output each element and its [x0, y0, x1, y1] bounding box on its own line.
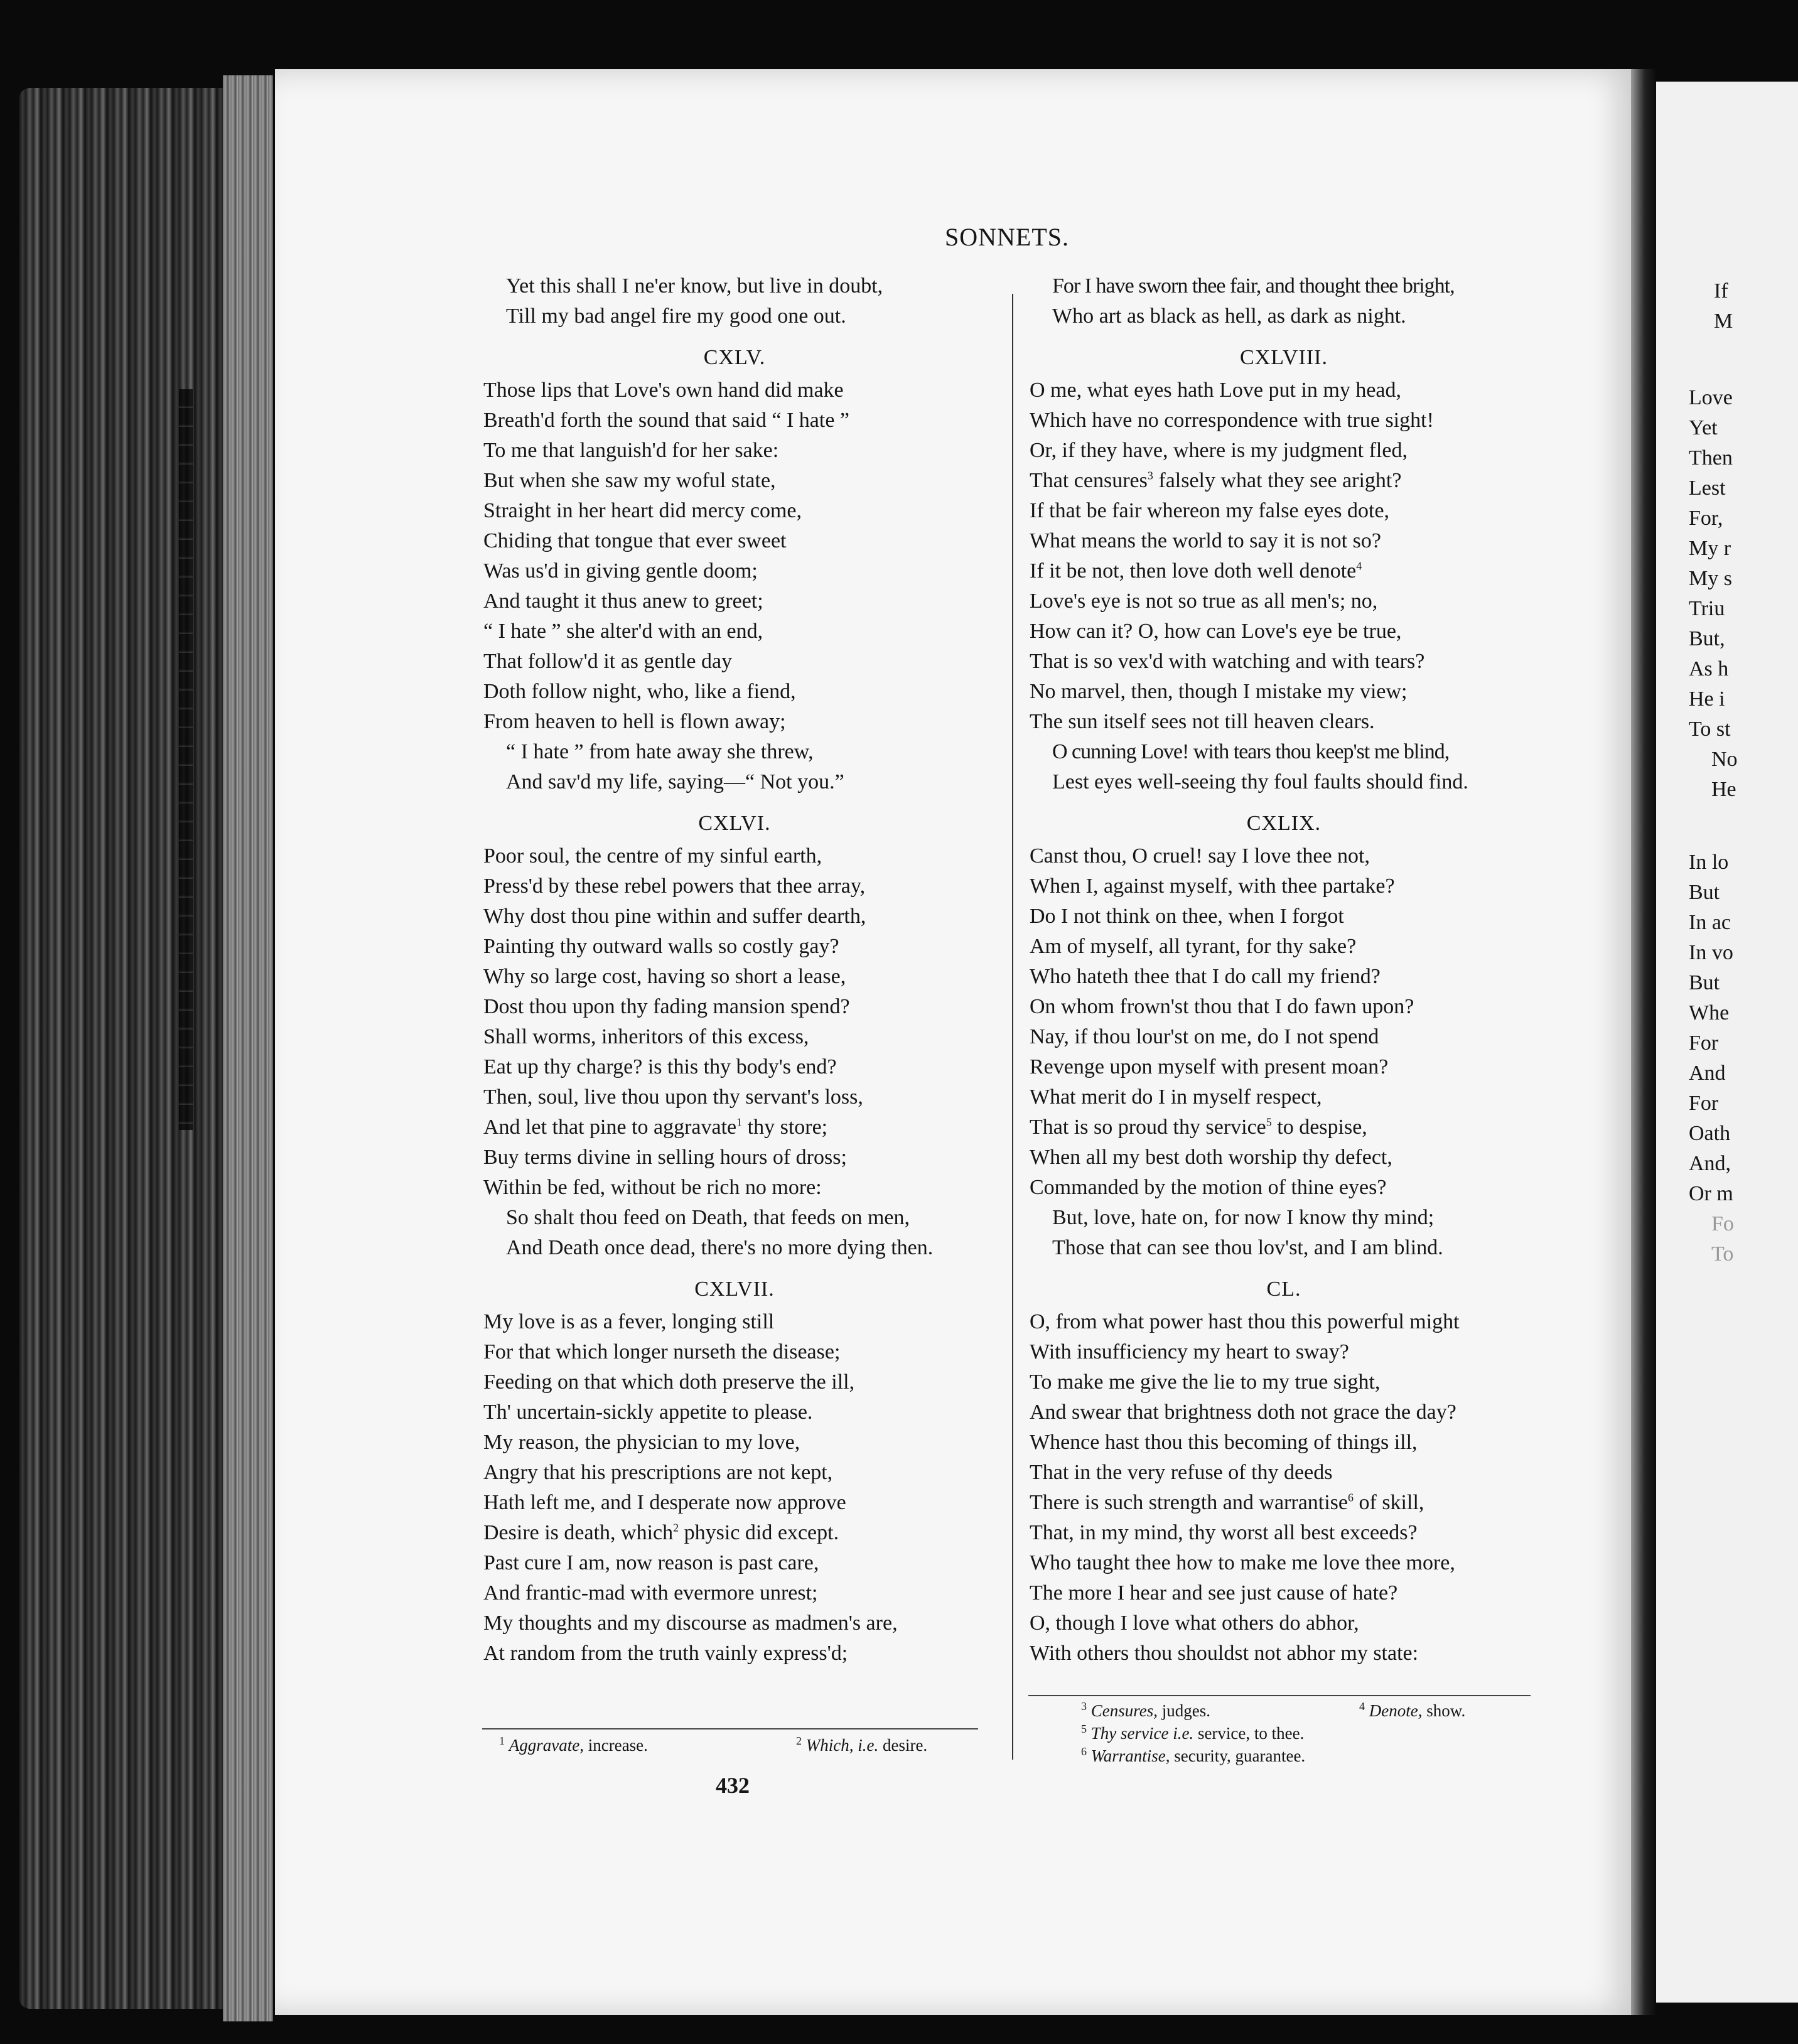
- verse-line: Eat up thy charge? is this thy body's end?: [483, 1055, 837, 1078]
- verse-line: When all my best doth worship thy defect,: [1030, 1146, 1392, 1169]
- footnote-rule-right: [1028, 1695, 1531, 1696]
- facing-line: But,: [1689, 627, 1725, 650]
- verse-line: Th' uncertain-sickly appetite to please.: [483, 1401, 813, 1424]
- verse-line: Commanded by the motion of thine eyes?: [1030, 1176, 1387, 1199]
- verse-line: On whom frown'st thou that I do fawn upon?: [1030, 995, 1414, 1018]
- verse-line: Doth follow night, who, like a fiend,: [483, 680, 796, 703]
- verse-line: Straight in her heart did mercy come,: [483, 499, 802, 522]
- footnote-1: [499, 1736, 648, 1755]
- book-spine: [19, 88, 226, 2009]
- page-edges: [223, 75, 273, 2021]
- verse-line: Angry that his prescriptions are not kept,: [483, 1461, 833, 1484]
- verse-line: Why so large cost, having so short a lease,: [483, 965, 846, 988]
- footnote-ref: 4: [1356, 559, 1362, 573]
- sonnet-number: CXLV.: [703, 346, 766, 369]
- verse-line: The sun itself sees not till heaven clears.: [1030, 710, 1375, 733]
- running-header: SONNETS.: [945, 223, 1070, 251]
- footnote-marker: 1: [499, 1735, 505, 1747]
- verse-line: [1030, 1488, 1538, 1518]
- verse-line: If that be fair whereon my false eyes dote,: [1030, 499, 1390, 522]
- column-divider: [1012, 294, 1013, 1760]
- footnote-ref: 5: [1266, 1116, 1272, 1129]
- facing-line: To: [1711, 1242, 1734, 1266]
- facing-line: Whe: [1689, 1001, 1730, 1025]
- verse-line: Press'd by these rebel powers that thee array,: [483, 874, 866, 898]
- verse-line: What merit do I in myself respect,: [1030, 1085, 1322, 1109]
- verse-line: With insufficiency my heart to sway?: [1030, 1340, 1349, 1364]
- verse-line: My thoughts and my discourse as madmen's are,: [483, 1611, 898, 1635]
- sonnet-number: CL.: [1266, 1278, 1301, 1301]
- verse-text: of skill,: [1354, 1491, 1424, 1514]
- facing-block-2: [1689, 847, 1734, 1269]
- verse-line: And Death once dead, there's no more dying then.: [506, 1236, 934, 1259]
- page-gutter: [1631, 69, 1656, 2015]
- verse-text: That censures: [1030, 469, 1148, 492]
- right-column: [1030, 271, 1538, 1669]
- sonnet-number: CXLVI.: [698, 812, 771, 835]
- verse-text: to despise,: [1271, 1116, 1367, 1139]
- verse-text: falsely what they see aright?: [1153, 469, 1402, 492]
- verse-line: That follow'd it as gentle day: [483, 650, 733, 673]
- verse-line: Those lips that Love's own hand did make: [483, 379, 844, 402]
- facing-line: He i: [1689, 687, 1725, 711]
- verse-line: To me that languish'd for her sake:: [483, 439, 779, 462]
- footnote-marker: 5: [1081, 1723, 1087, 1735]
- verse-line: And sav'd my life, saying—“ Not you.”: [506, 770, 844, 793]
- verse-line: Who hateth thee that I do call my friend?: [1030, 965, 1381, 988]
- verse-line: How can it? O, how can Love's eye be true,: [1030, 620, 1402, 643]
- footnote-4: [1359, 1701, 1465, 1721]
- footnote-text: increase.: [583, 1736, 648, 1755]
- verse-line: But, love, hate on, for now I know thy mind;: [1052, 1206, 1435, 1229]
- verse-line: No marvel, then, though I mistake my view;: [1030, 680, 1408, 703]
- footnote-term: Which, i.e.: [805, 1736, 879, 1755]
- verse-line: Dost thou upon thy fading mansion spend?: [483, 995, 850, 1018]
- verse-line: For I have sworn thee fair, and thought thee bright,: [1052, 274, 1455, 298]
- spine-title-strip: [179, 389, 193, 1130]
- verse-line: So shalt thou feed on Death, that feeds on men,: [506, 1206, 910, 1229]
- verse-line: Poor soul, the centre of my sinful earth,: [483, 844, 822, 868]
- verse-text: And let that pine to aggravate: [483, 1116, 737, 1139]
- facing-line: He: [1711, 778, 1736, 801]
- verse-line: “ I hate ” she alter'd with an end,: [483, 620, 763, 643]
- verse-line: O, though I love what others do abhor,: [1030, 1611, 1359, 1635]
- facing-line: And: [1689, 1062, 1726, 1085]
- sonnet-number: CXLVII.: [694, 1278, 775, 1301]
- footnote-term: Aggravate,: [509, 1736, 584, 1755]
- verse-line: [483, 1112, 986, 1143]
- verse-line: And taught it thus anew to greet;: [483, 589, 763, 613]
- verse-line: For that which longer nurseth the disease;: [483, 1340, 841, 1364]
- footnote-text: service, to thee.: [1193, 1724, 1305, 1743]
- verse-line: Chiding that tongue that ever sweet: [483, 529, 787, 552]
- footnote-text: judges.: [1158, 1701, 1210, 1720]
- verse-text: There is such strength and warrantise: [1030, 1491, 1348, 1514]
- verse-line: Shall worms, inheritors of this excess,: [483, 1025, 809, 1048]
- verse-line: Who taught thee how to make me love thee more,: [1030, 1551, 1455, 1574]
- verse-line: That, in my mind, thy worst all best exceeds?: [1030, 1521, 1418, 1544]
- left-column: [483, 271, 986, 1669]
- footnote-text: security, guarantee.: [1170, 1746, 1306, 1765]
- footnote-5: [1081, 1724, 1304, 1743]
- facing-line: Fo: [1711, 1212, 1734, 1235]
- facing-line: My s: [1689, 567, 1732, 590]
- facing-line: To st: [1689, 718, 1731, 741]
- verse-text: physic did except.: [679, 1521, 839, 1544]
- verse-text: thy store;: [742, 1116, 828, 1139]
- verse-line: [1030, 466, 1538, 496]
- facing-line: For: [1689, 1092, 1719, 1115]
- verse-line: Past cure I am, now reason is past care,: [483, 1551, 819, 1574]
- verse-line: Breath'd forth the sound that said “ I hate ”: [483, 409, 849, 432]
- verse-line: [1030, 1112, 1538, 1143]
- footnote-2: [796, 1736, 927, 1755]
- verse-line: That is so vex'd with watching and with tears?: [1030, 650, 1425, 673]
- facing-line: Then: [1689, 446, 1733, 470]
- verse-line: O me, what eyes hath Love put in my head,: [1030, 379, 1402, 402]
- verse-line: Within be fed, without be rich no more:: [483, 1176, 822, 1199]
- sonnet-number: CXLIX.: [1246, 812, 1322, 835]
- verse-text: Desire is death, which: [483, 1521, 674, 1544]
- verse-line: When I, against myself, with thee partake?: [1030, 874, 1395, 898]
- facing-line: But: [1689, 881, 1720, 904]
- verse-line: Buy terms divine in selling hours of dross;: [483, 1146, 847, 1169]
- verse-line: Lest eyes well-seeing thy foul faults should find.: [1052, 770, 1468, 793]
- facing-line: And,: [1689, 1152, 1731, 1175]
- verse-text: That is so proud thy service: [1030, 1116, 1266, 1139]
- verse-line: Or, if they have, where is my judgment fled,: [1030, 439, 1408, 462]
- facing-line: No: [1711, 748, 1738, 771]
- footnote-marker: 2: [796, 1735, 802, 1747]
- verse-line: Which have no correspondence with true sight!: [1030, 409, 1434, 432]
- facing-page: [1656, 82, 1798, 2003]
- verse-line: That in the very refuse of thy deeds: [1030, 1461, 1333, 1484]
- facing-line: In ac: [1689, 911, 1731, 934]
- footnote-term: Censures,: [1090, 1701, 1158, 1720]
- footnote-term: Thy service i.e.: [1090, 1724, 1194, 1743]
- facing-line: Lest: [1689, 476, 1726, 500]
- footnote-ref: 2: [673, 1521, 679, 1534]
- facing-line: M: [1714, 309, 1733, 333]
- sonnet-number: CXLVIII.: [1240, 346, 1328, 369]
- facing-line: In vo: [1689, 941, 1733, 964]
- facing-line: In lo: [1689, 851, 1729, 874]
- verse-line: Love's eye is not so true as all men's; no,: [1030, 589, 1378, 613]
- facing-top: [1714, 276, 1733, 336]
- verse-line: At random from the truth vainly express'd;: [483, 1642, 848, 1665]
- verse-line: My reason, the physician to my love,: [483, 1431, 800, 1454]
- footnote-term: Warrantise,: [1090, 1746, 1170, 1765]
- verse-line: [483, 1518, 986, 1548]
- facing-line: As h: [1689, 657, 1729, 680]
- footnote-term: Denote,: [1369, 1701, 1423, 1720]
- verse-line: Feeding on that which doth preserve the ill,: [483, 1370, 855, 1394]
- facing-line: Love: [1689, 386, 1733, 409]
- verse-line: The more I hear and see just cause of hate?: [1030, 1581, 1398, 1605]
- verse-line: Then, soul, live thou upon thy servant's loss,: [483, 1085, 863, 1109]
- facing-line: For: [1689, 1031, 1719, 1055]
- verse-line: To make me give the lie to my true sight,: [1030, 1370, 1381, 1394]
- footnote-6: [1081, 1746, 1305, 1766]
- page-number: 432: [716, 1773, 750, 1798]
- verse-line: Why dost thou pine within and suffer dearth,: [483, 905, 866, 928]
- verse-line: Do I not think on thee, when I forgot: [1030, 905, 1344, 928]
- verse-text: If it be not, then love doth well denote: [1030, 559, 1357, 583]
- verse-line: Hath left me, and I desperate now approve: [483, 1491, 846, 1514]
- footnote-text: show.: [1422, 1701, 1466, 1720]
- facing-line: Triu: [1689, 597, 1725, 620]
- verse-line: Was us'd in giving gentle doom;: [483, 559, 758, 583]
- facing-line: If: [1714, 279, 1728, 303]
- facing-line: Or m: [1689, 1182, 1733, 1205]
- verse-line: Who art as black as hell, as dark as night.: [1052, 304, 1406, 328]
- verse-line: From heaven to hell is flown away;: [483, 710, 786, 733]
- verse-line: Painting thy outward walls so costly gay?: [483, 935, 839, 958]
- footnote-marker: 6: [1081, 1745, 1087, 1758]
- verse-line: “ I hate ” from hate away she threw,: [506, 740, 814, 763]
- facing-line: Yet: [1689, 416, 1718, 439]
- verse-line: Till my bad angel fire my good one out.: [506, 304, 846, 328]
- verse-line: With others thou shouldst not abhor my state:: [1030, 1642, 1419, 1665]
- facing-line: My r: [1689, 537, 1731, 560]
- facing-block-1: [1689, 383, 1738, 805]
- footnote-ref: 6: [1348, 1491, 1354, 1504]
- footnote-ref: 1: [736, 1116, 743, 1129]
- verse-line: Canst thou, O cruel! say I love thee not,: [1030, 844, 1370, 868]
- verse-line: And frantic-mad with evermore unrest;: [483, 1581, 818, 1605]
- verse-line: Nay, if thou lour'st on me, do I not spend: [1030, 1025, 1379, 1048]
- verse-line: Those that can see thou lov'st, and I am blind.: [1052, 1236, 1443, 1259]
- verse-line: But when she saw my woful state,: [483, 469, 776, 492]
- verse-line: And swear that brightness doth not grace the day?: [1030, 1401, 1456, 1424]
- footnote-rule-left: [482, 1728, 978, 1729]
- facing-line: Oath: [1689, 1122, 1731, 1145]
- verse-line: Whence hast thou this becoming of things ill,: [1030, 1431, 1418, 1454]
- footnote-ref: 3: [1147, 469, 1153, 482]
- verse-line: My love is as a fever, longing still: [483, 1310, 775, 1333]
- facing-line: But: [1689, 971, 1720, 994]
- verse-line: O, from what power hast thou this powerful might: [1030, 1310, 1460, 1333]
- footnote-marker: 3: [1081, 1700, 1087, 1713]
- verse-line: Revenge upon myself with present moan?: [1030, 1055, 1389, 1078]
- facing-line: For,: [1689, 507, 1723, 530]
- verse-line: What means the world to say it is not so?: [1030, 529, 1381, 552]
- verse-line: O cunning Love! with tears thou keep'st me blind,: [1052, 740, 1450, 763]
- verse-line: Yet this shall I ne'er know, but live in doubt,: [506, 274, 883, 298]
- verse-line: Am of myself, all tyrant, for thy sake?: [1030, 935, 1357, 958]
- footnote-marker: 4: [1359, 1700, 1365, 1713]
- footnote-text: desire.: [878, 1736, 928, 1755]
- footnote-3: [1081, 1701, 1210, 1721]
- verse-line: [1030, 556, 1538, 586]
